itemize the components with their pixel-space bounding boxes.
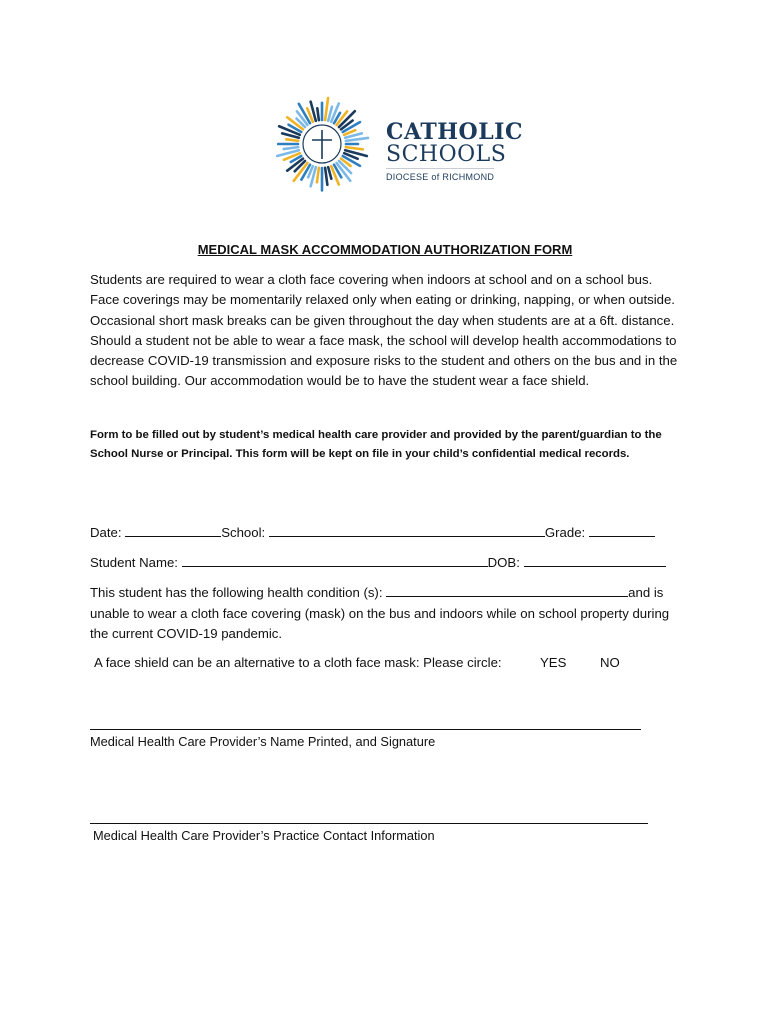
sunburst-cross-icon (272, 94, 372, 194)
logo-ray (286, 139, 298, 141)
logo-text-diocese: DIOCESE of RICHMOND (386, 172, 495, 182)
option-no[interactable]: NO (600, 655, 620, 670)
logo-ray (317, 168, 319, 182)
date-field[interactable] (125, 522, 221, 537)
dob-field[interactable] (524, 552, 666, 567)
contact-info-label: Medical Health Care Provider’s Practice Contact Information (93, 828, 435, 843)
student-name-label: Student Name: (90, 555, 178, 570)
health-condition-field[interactable] (386, 582, 628, 597)
condition-text-end: and is unable to wear a cloth face covering (mask) on the bus and indoors while on school property during the current COVID-19 pandemic. (90, 585, 670, 641)
date-school-grade-row (90, 522, 655, 540)
option-yes[interactable]: YES (540, 655, 567, 670)
grade-field[interactable] (589, 522, 655, 537)
logo-ray (317, 108, 319, 120)
face-shield-question: A face shield can be an alternative to a cloth face mask: Please circle: (94, 655, 502, 670)
form-title: MEDICAL MASK ACCOMMODATION AUTHORIZATION FORM (197, 242, 573, 257)
signature-label: Medical Health Care Provider’s Name Printed, and Signature (90, 734, 436, 749)
logo-text-catholic: CATHOLIC (386, 119, 523, 145)
date-label: Date: (90, 525, 122, 540)
student-name-field[interactable] (182, 552, 488, 567)
logo-ray (325, 98, 328, 120)
logo-ray (325, 168, 327, 185)
logo-text-schools: SCHOOLS (386, 142, 507, 167)
health-condition-paragraph (90, 582, 690, 645)
catholic-schools-logo (272, 94, 523, 194)
face-shield-question-row (94, 655, 620, 670)
contact-info-line[interactable] (90, 823, 648, 824)
logo-ray (284, 147, 298, 149)
school-field[interactable] (269, 522, 545, 537)
signature-line[interactable] (90, 729, 641, 730)
school-label: School: (221, 525, 266, 540)
instructions-paragraph: Form to be filled out by student’s medical health care provider and provided by the parent/guardian to the School Nurse or Principal. This form will be kept on file in your child’s confidential medical records. (90, 429, 662, 460)
grade-label: Grade: (544, 525, 586, 540)
dob-label: DOB: (487, 555, 520, 570)
condition-text-start: This student has the following health condition (s): (90, 585, 383, 600)
logo-ray (328, 167, 331, 179)
logo-divider (386, 168, 494, 169)
student-dob-row (90, 552, 666, 570)
logo-ray (346, 147, 363, 149)
logo-ray (346, 138, 368, 141)
intro-paragraph: Students are required to wear a cloth face covering when indoors at school and on a school bus. Face coverings may be momentarily relaxed only when eating or drinking, napping, or when outside. Occasional short mask breaks can be given throughout the day when students are at a 6ft. distance. Should a student not be able to wear a face mask, the school will develop health accommodations to decrease COVID-19 transmission and exposure risks to the student and others on the bus and in the school building. Our accommodation would be to have the student wear a face shield. (90, 272, 678, 389)
